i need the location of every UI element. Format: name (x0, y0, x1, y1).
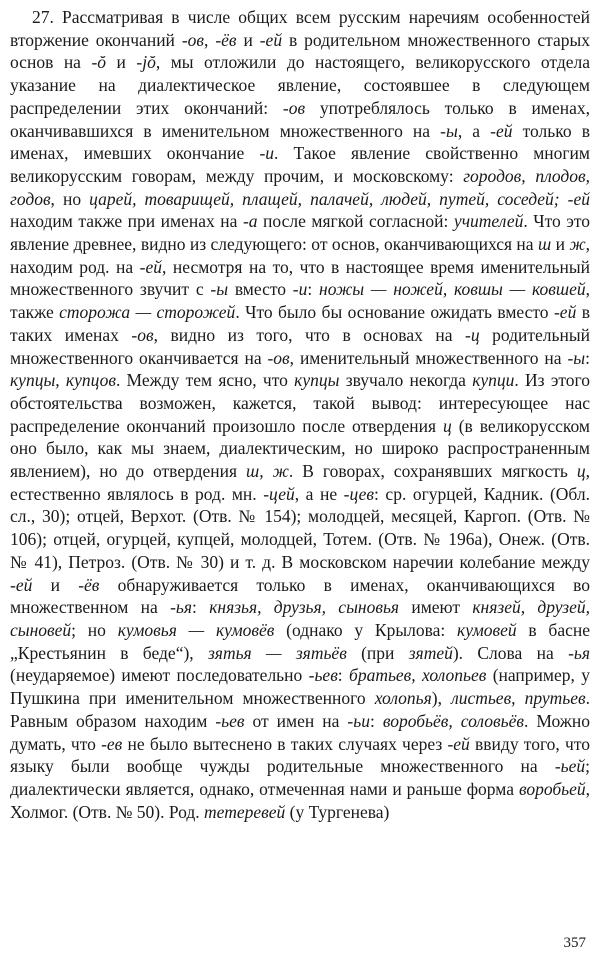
italic-term: ц (443, 415, 452, 436)
text-run: : ср. огурцей, Кадник. (Обл. сл., 30); отцей, Верхот. (Отв. № 154); молодцей, месяцей, Каргоп. (Отв. № 106); отцей, огурцей, купцей, молодцей, Тотем. (Отв. № 196а), Онеж. (Отв. № 41), Петроз. (Отв. № 30) и т. д. В московском наречии колебание между (10, 483, 590, 572)
text-run: : (369, 710, 383, 731)
text-run: , именительный множественного на (289, 347, 568, 368)
italic-term: тетеревей (204, 801, 286, 822)
italic-term: -ёв (215, 29, 237, 50)
italic-term: -ов (181, 29, 205, 50)
italic-term: -ьей (554, 756, 586, 777)
italic-term: кумовья — кумовёв (117, 619, 275, 640)
text-run: ; но (71, 619, 118, 640)
italic-term: кумовей (457, 619, 517, 640)
text-run: , (204, 29, 216, 50)
text-run: Рассматривая в числе общих всем русским наречиям особенностей вторжение окончаний (10, 7, 590, 50)
italic-term: ш (537, 234, 552, 255)
italic-term: купцы, купцов (10, 370, 116, 391)
italic-term: ножы — ножей, ковшы — ковшей (319, 279, 586, 300)
italic-term: -ы (567, 347, 586, 368)
italic-term: братьев, холопьев (349, 665, 487, 686)
text-run: (однако у Крылова: (274, 619, 458, 640)
italic-term: -и (292, 279, 308, 300)
text-run: вместо (228, 279, 293, 300)
italic-term: воробьей (518, 778, 586, 799)
text-run: обнаруживается только в именах, оканчивающихся во множественном на (10, 574, 590, 618)
italic-term: учителей (453, 211, 524, 232)
italic-term: -а (242, 211, 258, 232)
italic-term: ж (569, 234, 586, 255)
text-run: . В говорах, сохранявших мягкость (288, 461, 577, 482)
italic-term: купци (472, 370, 515, 391)
italic-term: зятья — зятьёв (207, 642, 347, 663)
text-run: и (236, 29, 260, 50)
italic-term: князей, друзей, сыновей (10, 597, 591, 640)
italic-term: -ев (101, 733, 123, 754)
text-run: , но (50, 188, 90, 209)
text-run: употреблялось только в именах, оканчивавшихся в именительном множественного на (10, 97, 591, 141)
italic-term: царей, товарищей, плащей, палачей, людей, путей, соседей; -ей (89, 188, 590, 209)
italic-term: ш, ж (246, 461, 289, 482)
text-run: и (106, 52, 137, 73)
text-run: : (337, 665, 350, 686)
body-paragraph (10, 6, 590, 823)
text-run: : (585, 347, 591, 368)
text-run: , а не (294, 483, 344, 504)
italic-term: воробьёв, соловьёв (382, 710, 524, 731)
text-run: ; диалектически является, однако, отмеченная нами и раньше форма (10, 756, 590, 799)
italic-term: -ŏ (91, 52, 107, 73)
text-run: . Между тем ясно, что (115, 370, 295, 391)
italic-term: -ёв (78, 574, 100, 595)
page (10, 6, 590, 823)
text-run: после мягкой согласной: (257, 211, 454, 232)
italic-term: -ов (267, 347, 290, 368)
italic-term: -ы (440, 120, 458, 141)
italic-term: купцы (294, 370, 340, 391)
text-run: , мы отложили до настоящего, великорусского отдела указание на диалектическое явление, состоявшее в следующем распределении этих окончаний: (10, 52, 590, 118)
text-run: , видно из того, что в основах на (153, 324, 466, 345)
text-run: от имен на (244, 710, 348, 731)
italic-term: -ей (139, 256, 163, 277)
text-run: (неударяемое) имеют последовательно (10, 665, 309, 686)
italic-term: -ов (282, 97, 306, 118)
italic-term: городов, плодов, годов (10, 165, 591, 209)
text-run: (например, у Пушкина при именительном множественного (10, 665, 590, 709)
text-run: , несмотря на то, что в настоящее время именительный множественного звучит с (10, 256, 591, 300)
italic-term: -цей (263, 483, 295, 504)
text-run: (при (346, 642, 409, 663)
italic-term: холопья (374, 688, 432, 709)
text-run: : (192, 597, 210, 618)
text-run: находим также при именах на (10, 211, 243, 232)
italic-term: -ьев (308, 665, 338, 686)
italic-term: -ей (259, 29, 283, 50)
text-run: в родительном множественного старых основ на (10, 29, 591, 73)
text-run: , находим род. на (10, 234, 590, 277)
italic-term: ц (576, 461, 586, 482)
text-run: в таких именах (10, 302, 590, 345)
italic-term: князья, друзья, сыновья (209, 597, 400, 618)
text-run: : (307, 279, 320, 300)
text-run: . Можно думать, что (10, 710, 590, 754)
text-run: имеют (399, 597, 473, 618)
italic-term: -ов (131, 324, 154, 345)
text-run: . Такое явление свойственно многим великорусским говорам, между прочим, и московскому: (10, 143, 590, 186)
text-run: звучало некогда (339, 370, 473, 391)
italic-term: -ей (10, 574, 33, 595)
text-run: (у Тургенева) (285, 801, 390, 822)
text-run: . Равным образом находим (10, 688, 590, 731)
italic-term: -и (259, 143, 275, 164)
paragraph-text (10, 7, 590, 822)
italic-term: -ья (568, 642, 591, 663)
italic-term: -ья (170, 597, 193, 618)
italic-term: -ьи (347, 710, 370, 731)
italic-term: листьев, прутьев (451, 688, 586, 709)
italic-term: -ей (490, 120, 513, 141)
text-run: , естественно являлось в род. мн. (10, 461, 590, 504)
italic-term: -ы (210, 279, 229, 300)
text-run: . Из этого обстоятельства возможен, кажется, такой вывод: интересующее нас распределение окончаний произошло после отвердения (10, 370, 590, 436)
italic-term: -ц (465, 324, 480, 345)
page-number: 357 (563, 935, 586, 951)
text-run: и (32, 574, 79, 595)
text-run: , а (457, 120, 491, 141)
italic-term: -цев (343, 483, 375, 504)
paragraph-number: 27. (32, 7, 54, 27)
text-run: ). Слова на (452, 642, 569, 663)
italic-term: -jŏ (136, 52, 156, 73)
italic-term: -ьев (215, 710, 245, 731)
text-run: . Что было бы основание ожидать вместо (235, 302, 554, 323)
text-run: . Что это явление древнее, видно из следующего: от основ, оканчивающихся на (10, 211, 591, 255)
text-run: , также (10, 279, 590, 323)
italic-term: -ей (553, 302, 577, 323)
text-run: и (551, 234, 570, 255)
text-run: в басне „Крестьянин в беде“), (10, 619, 590, 663)
text-run: ввиду того, что языку были вообще чужды родительные множественного на (10, 733, 590, 777)
text-run: , Холмог. (Отв. № 50). Род. (10, 778, 590, 822)
italic-term: сторожа — сторожей (59, 302, 236, 323)
text-run: родительный множественного оканчивается на (10, 324, 590, 368)
text-run: не было вытеснено в таких случаях через (122, 733, 448, 754)
italic-term: -ей (447, 733, 470, 754)
italic-term: зятей (408, 642, 453, 663)
text-run: (в великорусском оно было, как мы знаем, диалектическим, но широко распространенным явлением), но до отвердения (10, 415, 591, 482)
text-run: ), (431, 688, 452, 709)
text-run: только в именах, имевших окончание (10, 120, 590, 164)
